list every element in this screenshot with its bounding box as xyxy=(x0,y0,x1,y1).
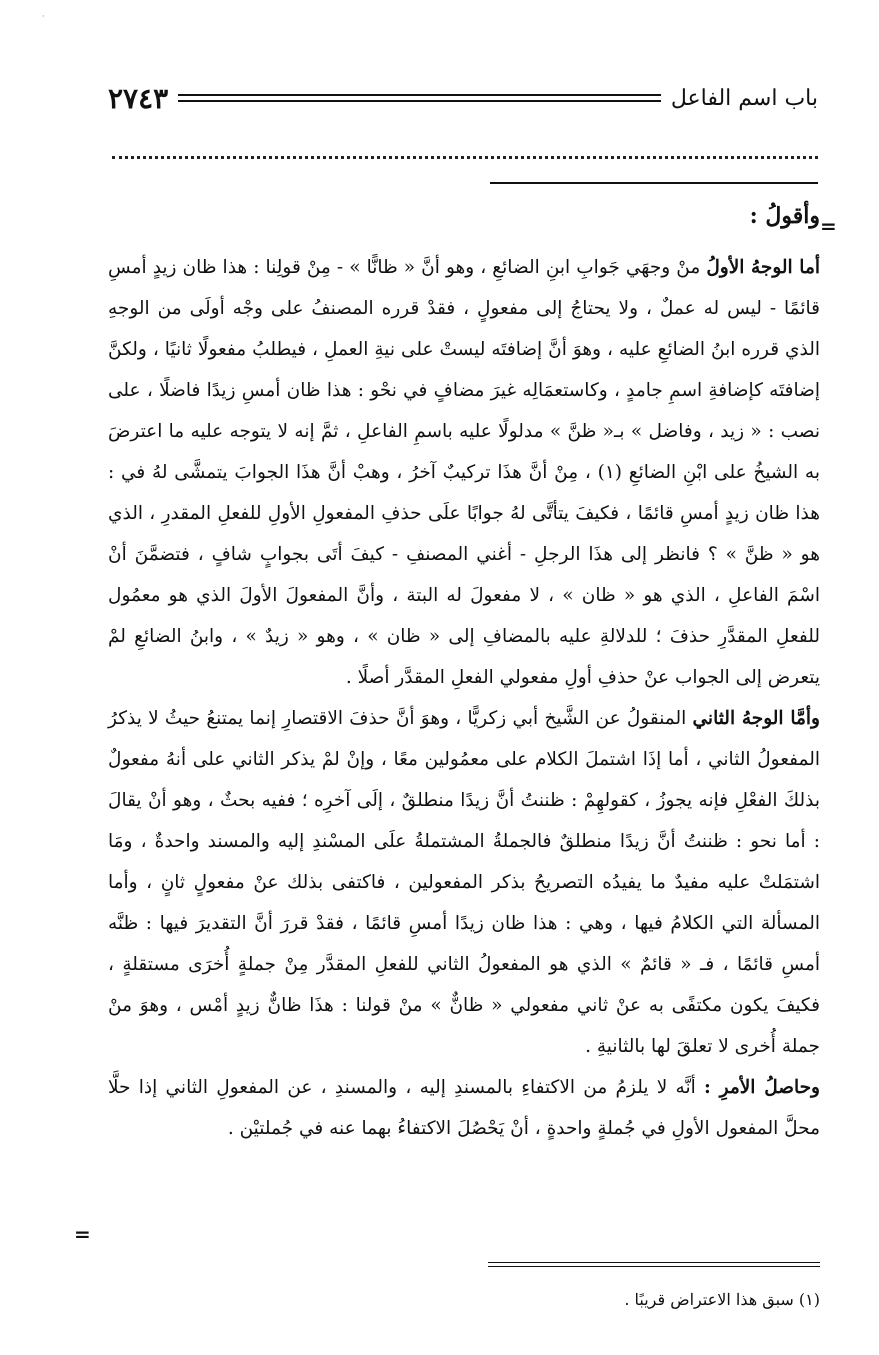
paragraph-3 xyxy=(108,1067,820,1149)
paragraph-lead: وحاصلُ الأمرِ : xyxy=(704,1077,820,1098)
paragraph-1 xyxy=(108,247,820,698)
chapter-title: باب اسم الفاعل xyxy=(670,85,818,111)
paragraph-text: منْ وجهَي جَوابِ ابنِ الضائعِ ، وهو أنَّ « ظانًّا » - مِنْ قولِنا : هذا ظان زيدٍ أمسِ قائمًا - ليس له عملٌ ، ولا يحتاجُ إلى مفعولٍ ، فقدْ قرره المصنفُ على وجْه أولَى من الوجهِ الذي قرره ابنُ الضائعِ عليه ، وهوَ أنَّ إضافتَه ليستْ على نيةِ العملِ ، فيطلبُ مفعولًا ثانيًا ، ولكنَّ إضافتَه كإضافةِ اسمِ جامدٍ ، وكاستعمَالِه غيرَ مضافٍ في نحْو : هذا ظان أمسِ زيدًا فاضلًا ، على نصب : « زيد ، وفاضل » بـ« ظنَّ » مدلولًا عليه باسمِ الفاعلِ ، ثمَّ إنه لا يتوجه عليه ما اعترضَ به الشيخُ على ابْنِ الضائعِ (١) ، مِنْ أنَّ هذَا تركيبٌ آخرُ ، وهبْ أنَّ هذَا الجوابَ يتمشَّى لهُ في : هذا ظان زيدٍ أمسِ قائمًا ، فكيفَ يتأتَّى لهُ جوابًا علَى حذفِ المفعولِ الأولِ للفعلِ المقدرِ ، الذي هو « ظنَّ » ؟ فانظر إلى هذَا الرجلِ - أغني المصنفِ - كيفَ أتَى بجوابٍ شافٍ ، فتضمَّنَ أنْ اسْمَ الفاعلِ ، الذي هو « ظان » ، لا مفعولَ له البتة ، وأنَّ المفعولَ الأولَ الذي هو معمُول للفعلِ المقدَّرِ حذفَ ؛ للدلالةِ عليه بالمضافِ إلى « ظان » ، وهو « زيدٌ » ، وابنُ الضائعِ لمْ يتعرض إلى الجواب عنْ حذفِ أولِ مفعولي الفعلِ المقدَّر أصلًا . xyxy=(108,257,820,688)
scan-mark: · xyxy=(42,12,45,21)
main-text xyxy=(108,196,820,1149)
footnote-separator xyxy=(488,1262,820,1267)
paragraph-lead: أما الوجهُ الأولُ xyxy=(706,257,820,278)
continuation-mark-top: = xyxy=(820,214,837,238)
header-rule xyxy=(178,94,661,102)
footnote: (١) سبق هذا الاعتراض قريبًا . xyxy=(624,1290,820,1309)
paragraph-2 xyxy=(108,698,820,1067)
subheading: وأقولُ : xyxy=(749,203,820,229)
dotted-separator xyxy=(112,156,818,159)
paragraph-text: أنَّه لا يلزمُ من الاكتفاءِ بالمسندِ إليه ، والمسندِ ، عن المفعولِ الثاني إذا حلَّا محلَّ المفعول الأولِ في جُملةٍ واحدةٍ ، أنْ يَحْصُلَ الاكتفاءُ بهما عنه في جُملتيْن . xyxy=(108,1077,820,1139)
section-rule xyxy=(490,182,818,184)
page-number: ٢٧٤٣ xyxy=(108,81,169,115)
continuation-mark-bottom: = xyxy=(74,1222,91,1246)
paragraph-lead: وأمَّا الوجهُ الثاني xyxy=(692,708,820,729)
page-header xyxy=(108,80,818,116)
paragraph-text: المنقولُ عن الشَّيخ أبي زكريًّا ، وهوَ أنَّ حذفَ الاقتصارِ إنما يمتنعُ حيثُ لا يذكرُ المفعولُ الثاني ، أما إذَا اشتملَ الكلام على معمُولين معًا ، وإنْ لمْ يذكر الثاني على أنهُ مفعولٌ بذلكَ الفعْلِ فإنه يجوزُ ، كقولهِمْ : ظننتُ أنَّ زيدًا منطلقٌ ، إلَى آخرِه ؛ ففيه بحثٌ ، وهو أنْ يقالَ : أما نحو : ظننتُ أنَّ زيدًا منطلقٌ فالجملةُ المشتملةُ علَى المسْندِ إليه والمسند واحدةٌ ، ومَا اشتمَلتْ عليه مفيدٌ ما يفيدُه التصريحُ بذكر المفعولين ، فاكتفى بذلك عنْ مفعولٍ ثانٍ ، وأما المسألة التي الكلامُ فيها ، وهي : هذا ظان زيدًا أمسِ قائمًا ، فقدْ قررَ أنَّ التقديرَ فيها : ظنَّه أمسِ قائمًا ، فـ « قائمٌ » الذي هو المفعولُ الثاني للفعلِ المقدَّر مِنْ جملةٍ أُخرَى مستقلةٍ ، فكيفَ يكون مكتفًى به عنْ ثاني مفعولي « ظانٌّ » منْ قولنا : هذَا ظانٌّ زيدٍ أمْس ، وهوَ منْ جملة أُخرى لا تعلقَ لها بالثانيةِ . xyxy=(108,708,820,1057)
